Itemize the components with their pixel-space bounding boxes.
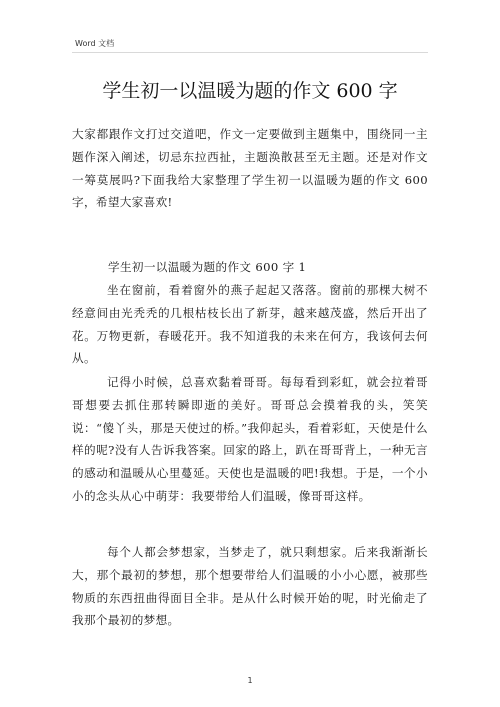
body-paragraph-2: 记得小时候，总喜欢黏着哥哥。每每看到彩虹，就会拉着哥哥想要去抓住那转瞬即逝的美好。哥哥总会摸着我的头，笑笑说：“傻丫头，那是天使过的桥。”我仰起头，看着彩虹，天使是什么样的呢?没有人告诉我答案。回家的路上，趴在哥哥背上，一种无言的感动和温暖从心里蔓延。天使也是温暖的吧!我想。于是，一个小小的念头从心中萌芽：我要带给人们温暖，像哥哥这样。	[72, 375, 428, 503]
header-divider	[72, 52, 428, 53]
body-paragraph-3: 每个人都会梦想家，当梦走了，就只剩想家。后来我渐渐长大，那个最初的梦想，那个想要带给人们温暖的小小心愿，被那些物质的东西扭曲得面目全非。是从什么时候开始的呢，时光偷走了我那个最初的梦想。	[72, 545, 428, 628]
document-title: 学生初一以温暖为题的作文 600 字	[102, 80, 398, 102]
section-heading: 学生初一以温暖为题的作文 600 字 1	[108, 260, 307, 274]
intro-paragraph: 大家都跟作文打过交道吧，作文一定要做到主题集中，围绕同一主题作深入阐述，切忌东拉西扯，主题涣散甚至无主题。还是对作文一筹莫展吗?下面我给大家整理了学生初一以温暖为题的作文 600 字，希望大家喜欢!	[72, 127, 428, 210]
header-label: Word 文档	[75, 39, 115, 48]
body-paragraph-1: 坐在窗前，看着窗外的燕子起起又落落。窗前的那棵大树不经意间由光秃秃的几根枯枝长出了新芽，越来越茂盛，然后开出了花。万物更新，春暖花开。我不知道我的未来在何方，我该何去何从。	[72, 283, 428, 366]
page-number: 1	[247, 676, 253, 685]
